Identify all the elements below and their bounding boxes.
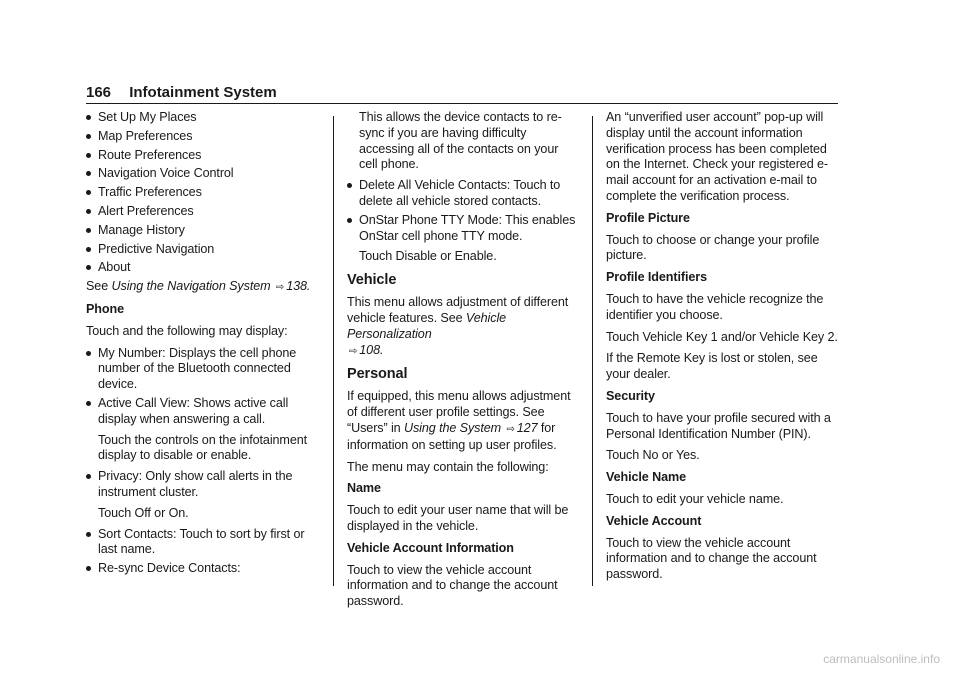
list-item-note: Touch Off or On. xyxy=(98,505,189,520)
cross-reference-link[interactable]: Vehicle Personalization xyxy=(347,310,507,341)
subheading-vehicle-account: Vehicle Account xyxy=(606,513,702,528)
profile-identifiers-description: Touch to have the vehicle recognize the identifier you choose. xyxy=(606,291,824,322)
see-reference: See Using the Navigation System ⇨ 138. xyxy=(86,279,311,294)
cross-reference-link[interactable]: Using the System xyxy=(403,420,502,435)
subheading-vehicle-account-information: Vehicle Account Information xyxy=(347,540,514,555)
bullet-icon xyxy=(86,401,91,406)
bullet-icon xyxy=(86,190,91,195)
bullet-icon xyxy=(86,351,91,356)
subheading-phone: Phone xyxy=(86,301,124,316)
list-item: Delete All Vehicle Contacts: Touch to delete all vehicle stored contacts. xyxy=(347,178,579,210)
list-item-note: Touch the controls on the infotainment display to disable or enable. xyxy=(98,432,308,463)
list-item: Navigation Voice Control xyxy=(86,166,322,182)
subheading-security: Security xyxy=(606,388,655,403)
heading-personal: Personal xyxy=(347,366,408,383)
list-item: Alert Preferences xyxy=(86,204,322,220)
bullet-icon xyxy=(86,532,91,537)
heading-vehicle: Vehicle xyxy=(347,272,397,289)
list-item: Map Preferences xyxy=(86,129,322,145)
name-description: Touch to edit your user name that will be displayed in the vehicle. xyxy=(347,503,569,533)
phone-intro: Touch and the following may display: xyxy=(86,323,288,338)
list-item: Route Preferences xyxy=(86,148,322,164)
list-item: Sort Contacts: Touch to sort by first or last name. xyxy=(86,527,322,559)
list-item: Manage History xyxy=(86,223,322,239)
list-item: Set Up My Places xyxy=(86,110,322,126)
profile-picture-description: Touch to choose or change your profile picture. xyxy=(606,232,820,263)
list-item: Privacy: Only show call alerts in the instrument cluster. xyxy=(86,469,322,501)
subheading-vehicle-name: Vehicle Name xyxy=(606,470,687,485)
page-header xyxy=(86,83,838,104)
subheading-name: Name xyxy=(347,481,381,496)
subheading-profile-identifiers: Profile Identifiers xyxy=(606,270,707,285)
security-description: Touch to have your profile secured with a Personal Identification Number (PIN). xyxy=(606,410,831,441)
lost-key-description: If the Remote Key is lost or stolen, see your dealer. xyxy=(606,351,818,382)
page-number: 166 xyxy=(86,84,112,101)
bullet-icon xyxy=(86,153,91,158)
bullet-icon xyxy=(86,474,91,479)
bullet-icon xyxy=(86,209,91,214)
list-item: Traffic Preferences xyxy=(86,185,322,201)
bullet-icon xyxy=(86,247,91,252)
column-divider xyxy=(592,116,593,586)
cross-reference-page: 108. xyxy=(359,342,384,357)
list-item: Active Call View: Shows active call display when answering a call. xyxy=(86,396,322,428)
section-title: Infotainment System xyxy=(129,84,277,101)
list-item-note: Touch Disable or Enable. xyxy=(359,249,497,264)
page-ref-arrow-icon: ⇨ xyxy=(275,282,285,294)
bullet-icon xyxy=(347,218,352,223)
vehicle-description: This menu allows adjustment of different vehicle features. See Vehicle Personalization ⇨ 108. xyxy=(347,295,569,357)
subheading-profile-picture: Profile Picture xyxy=(606,210,690,225)
vehicle-key-description: Touch Vehicle Key 1 and/or Vehicle Key 2. xyxy=(606,329,838,344)
bullet-icon xyxy=(86,265,91,270)
bullet-icon xyxy=(86,115,91,120)
list-item: About xyxy=(86,260,322,276)
navigation-menu-list xyxy=(86,110,322,276)
column-divider xyxy=(333,116,334,586)
list-item: OnStar Phone TTY Mode: This enables OnStar cell phone TTY mode. xyxy=(347,213,579,245)
column-3 xyxy=(606,110,840,589)
bullet-icon xyxy=(86,566,91,571)
unverified-account-note: An “unverified user account” pop-up will display until the account information verification process has been completed on the Internet. Check your registered e-mail account for an activation e-mail to complete the verification process. xyxy=(606,110,829,203)
vehicle-account-description: Touch to view the vehicle account information and to change the account password. xyxy=(606,535,817,582)
column-2 xyxy=(347,110,579,616)
page-ref-arrow-icon: ⇨ xyxy=(349,345,358,357)
list-item: Predictive Navigation xyxy=(86,242,322,258)
menu-intro: The menu may contain the following: xyxy=(347,459,549,474)
page-ref-arrow-icon: ⇨ xyxy=(506,423,515,435)
cross-reference-page: 138. xyxy=(286,279,311,294)
bullet-icon xyxy=(86,171,91,176)
bullet-icon xyxy=(86,228,91,233)
personal-description: If equipped, this menu allows adjustment of different user profile settings. See “Users” in Using the System ⇨ 127 for information on setting up user profiles. xyxy=(347,389,571,452)
watermark: carmanualsonline.info xyxy=(823,652,940,666)
bullet-icon xyxy=(86,134,91,139)
vehicle-name-description: Touch to edit your vehicle name. xyxy=(606,491,784,506)
list-item-note: This allows the device contacts to re-sync if you are having difficulty accessing all of the contacts on your cell phone. xyxy=(359,110,562,172)
cross-reference-page: 127 xyxy=(516,420,538,435)
column-1 xyxy=(86,110,322,580)
bullet-icon xyxy=(347,183,352,188)
list-item: My Number: Displays the cell phone number of the Bluetooth connected device. xyxy=(86,346,322,393)
cross-reference-link[interactable]: Using the Navigation System xyxy=(111,279,271,294)
list-item: Re-sync Device Contacts: xyxy=(86,561,322,577)
vehicle-account-information-description: Touch to view the vehicle account information and to change the account password. xyxy=(347,562,558,609)
no-yes-description: Touch No or Yes. xyxy=(606,448,700,463)
